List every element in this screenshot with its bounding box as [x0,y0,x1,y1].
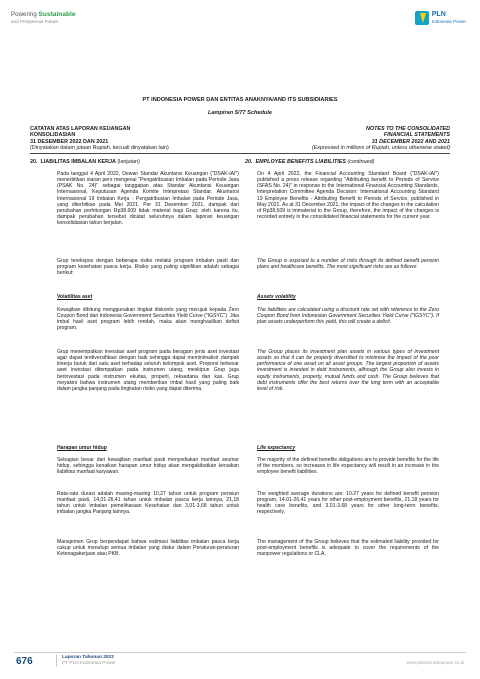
subheading: Life expectancy [257,445,296,451]
header-divider [30,153,450,154]
paragraph: The majority of the defined benefits obligations are to provide benefits for the life of the members, so increases in life expectancy will result in an increase in the employee benefit liabilities. [257,457,439,476]
paragraph: The weighted average durations are: 10.27 years for defined benefit pension program, 14.01-26.41 years for other post-employment benefits, 21.18 years for health care benefits, and 3.01-3.68 years for other long-term benefits, respectively. [257,491,439,516]
schedule-label: Lampiran 5/77 Schedule [207,110,273,116]
header-left-line4: (Dinyatakan dalam jutaan Rupiah, kecuali dinyatakan lain) [30,144,169,151]
header-left-line3: 31 DESEMBER 2022 DAN 2021 [30,138,109,145]
subheading: Assets volatility [257,294,296,300]
lightning-icon [415,11,429,25]
footer-info [62,655,116,666]
paragraph: Grup menempatkan investasi aset program pada beragam jenis aset investasi agar dapat terdiversifikasi dengan baik sehingga dapat meminimalisir dampak kinerja buruk dari satu aset terhadap seluruh kelompok aset. Proporsi terbesar aset investasi ditempatkan pada instrumen utang, meskipun Grup juga berinvestasi pada instrumen ekuitas, properti, reksadana dan kas. Grup meyakini bahwa instrumen utang memberikan imbal hasil yang paling baik dalam jangka panjang pada tingkatan risiko yang dapat diterima. [57,349,239,392]
paragraph: Pada tanggal 4 April 2022, Dewan Standar Akuntansi Keuangan ("DSAK-IAI") menerbitkan siaran pers mengenai "Pengatribusian Imbalan pada Periode Jasa (PSAK No. 24)" sebagai tanggapan atas Standar Akuntansi Keuangan Internasional, Keputusan Agenda Komite Interpretasi Standar: Akuntansi Internasional 19 Imbalan Kerja - Pengatribusian Imbalan pada Periode Jasa, yang diterbitkan pada Mei 2021. Per 31 Desember 2021, dampak dari perubahan perhitungan Rp38.609 tidak material bagi Grup; oleh karena itu, dampak perubahan tersebut dicatat seluruhnya dalam laporan keuangan konsolidasian tahun berjalan. [57,171,239,227]
header-right-line4: (Expressed in millions of Rupiah, unless otherwise stated) [311,144,450,151]
page-number: 676 [16,656,33,667]
logo-sub: Indonesia Power [431,19,466,24]
logo-name: PLN [431,11,446,18]
brand-line2: and Prosperous Future [11,19,58,24]
paragraph: Grup terekspos dengan beberapa risiko melalui program imbalan pasti dan program kesehatan pasca kerja. Risiko yang paling signifikan adalah sebagai berikut: [57,258,239,277]
paragraph: Rata-rata durasi adalah masing-masing 10,27 tahun untuk program pensiun manfaat pasti, 14,01-26,41 tahun untuk imbalan pasca kerja lainnya, 21,18 tahun untuk imbalan pemeliharaan Kesehatan dan 3,01-3,68 tahun untuk imbalan jangka Panjang lainnya. [57,491,239,516]
footer-company: PT PLN Indonesia Power [62,660,116,666]
subheading: Volatilitas aset [57,294,93,300]
subheading: Harapan umur hidup [57,445,107,451]
header-right [312,126,450,151]
company-logo [415,11,466,25]
paragraph: The Group is exposed to a number of risks through its defined benefit pension plans and healthcare benefits. The most significant risks are as follows: [257,258,439,271]
header-left-line1: CATATAN ATAS LAPORAN KEUANGAN [30,126,131,132]
paragraph: On 4 April 2022, the Financial Accounting Standard Board ("DSAK-IAI") published a press release regarding "Attributing benefit to Periods of Service (SFAS No. 24)" in response to the International Financial Accounting Standards, Interpretation Committee Agenda Decision: International Accounting Standard 19 Employee Benefits - Attributing Benefit to Periods of Service, published in May 2021. As at 31 December 2021, the impact of the changes in the calculation of Rp38,609 is immaterial to the Group, therefore, the impact of the changes is recorded entirely in the consolidated financial statements for the current year. [257,171,439,221]
document-title: PT INDONESIA POWER DAN ENTITAS ANAKNYA/AND ITS SUBSIDIARIES [142,97,338,103]
footer-report-name: Laporan Tahunan 2022 [62,655,114,660]
header-right-line1: NOTES TO THE CONSOLIDATED [366,126,450,132]
header-left-line2: KONSOLIDASIAN [30,132,76,139]
paragraph: The Group places its investment plan assets in various types of investment assets so that it can be properly diversified to minimise the impact of the poor performance of one asset on all asset groups. The largest proportion of assets investment is invested in debt instruments, although the Group also invests in equity instruments, property, mutual funds and cash. The Group believes that debt instruments offer the best returns over the long term with an acceptable level of risk. [257,349,439,392]
paragraph: Manajemen Grup berpendapat bahwa estimasi liabilitas imbalan pasca kerja cukup untuk menutupi semua imbalan yang diatur dalam Peraturan-peraturan Ketenagakerjaan atau PKB. [57,539,239,558]
paragraph: The liabilities are calculated using a discount rate set with reference to the Zero Coupon Bond from Indonesian Government Securities Yield Curve ("IGSYC"). If plan assets underperform this yield, this will create a deficit. [257,307,439,326]
header-right-line2: FINANCIAL STATEMENTS [383,132,450,139]
section-title-right: EMPLOYEE BENEFITS LIABILITIES [255,159,346,165]
brand-strong: Sustainable [38,11,76,18]
section-heading-right [245,159,374,165]
brand-tagline [11,11,76,25]
footer-url[interactable]: www.plnindonesiapower.co.id [406,660,464,665]
paragraph: The management of the Group believes that the estimated liability provided for post-employment benefits is adequate to cover the requirements of the manpower regulations or CLA. [257,539,439,558]
section-suffix-left: (lanjutan) [117,159,140,165]
footer-divider [14,652,466,653]
header-left [30,126,169,151]
section-number-left: 20. [30,159,38,165]
section-suffix-right: (continued) [347,159,375,165]
header-right-line3: 31 DECEMBER 2022 AND 2021 [371,138,450,145]
paragraph: Sebagian besar dari kewajiban manfaat pasti menyediakan manfaat seumur hidup, sehingga kenaikan harapan umur hidup akan mengakibatkan kenaikan liabilitas manfaat karyawan. [57,457,239,476]
section-number-right: 20. [245,159,253,165]
paragraph: Kewajiban dihitung menggunakan tingkat diskonto yang merujuk kepada Zero Coupon Bond dari Indonesia Government Securities Yield Curve ("IGSYC"). Jika imbal hasil aset program lebih rendah, maka akan menghasilkan defisit program. [57,307,239,332]
section-heading-left [30,159,140,165]
brand-prefix: Powering [11,11,39,18]
footer-separator [56,655,57,667]
section-title-left: LIABILITAS IMBALAN KERJA [40,159,116,165]
